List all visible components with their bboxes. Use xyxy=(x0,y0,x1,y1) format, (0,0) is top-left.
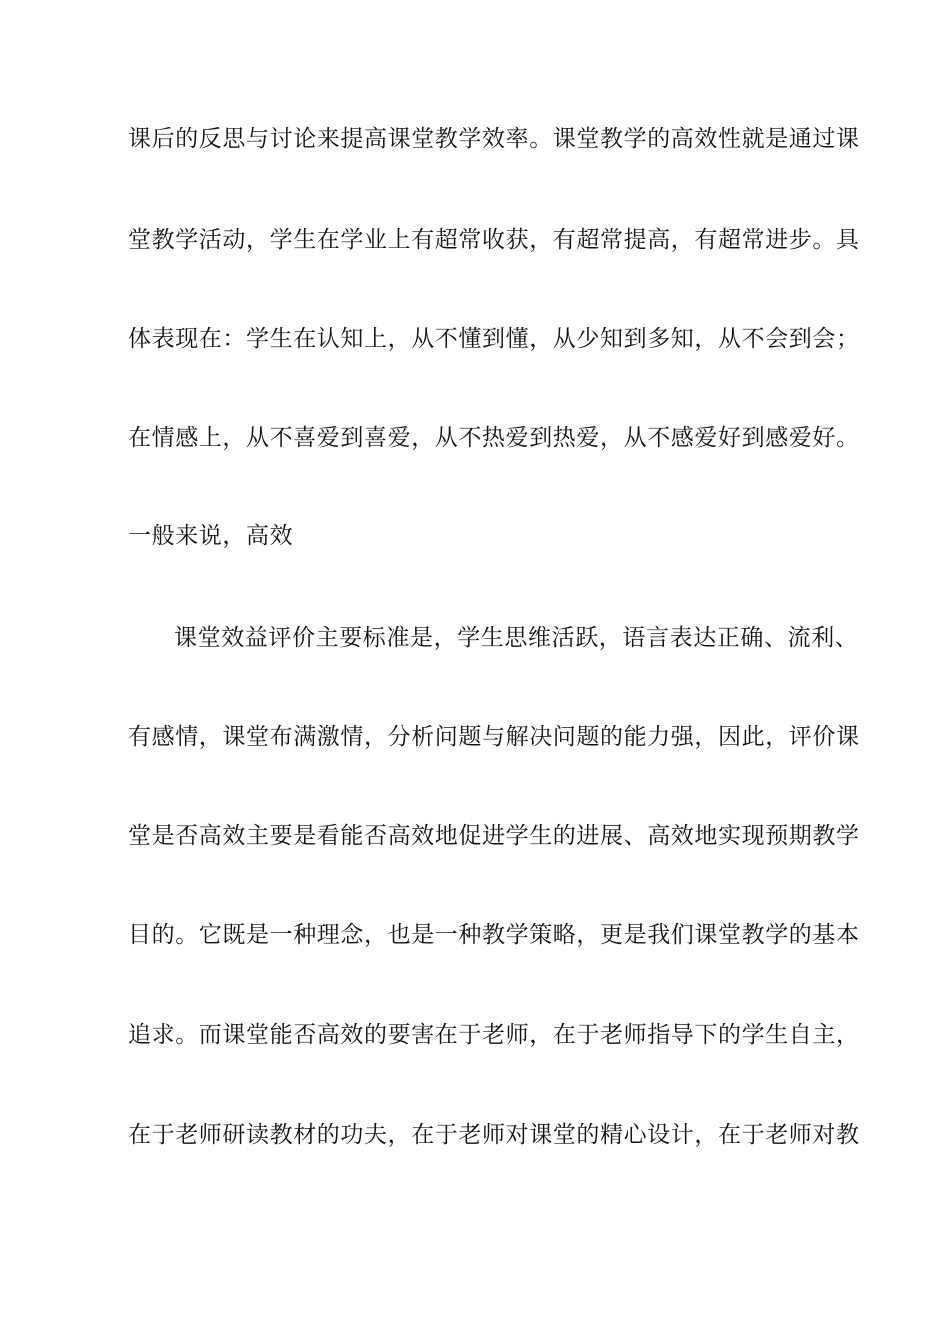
text-line: 一般来说，高效 xyxy=(128,523,294,549)
paragraph-first-line: 课堂效益评价主要标准是，学生思维活跃，语言表达正确、流利、 xyxy=(174,625,859,651)
text-line: 目的。它既是一种理念，也是一种教学策略，更是我们课堂教学的基本 xyxy=(128,922,860,948)
text-line: 体表现在：学生在认知上，从不懂到懂，从少知到多知，从不会到会； xyxy=(128,326,860,352)
text-line: 在于老师研读教材的功夫，在于老师对课堂的精心设计，在于老师对教 xyxy=(128,1122,860,1148)
text-line: 课后的反思与讨论来提高课堂教学效率。课堂教学的高效性就是通过课 xyxy=(128,126,860,152)
text-line: 在情感上，从不喜爱到喜爱，从不热爱到热爱，从不感爱好到感爱好。 xyxy=(128,425,860,451)
text-line: 有感情，课堂布满激情，分析问题与解决问题的能力强，因此，评价课 xyxy=(128,724,860,750)
text-line: 堂是否高效主要是看能否高效地促进学生的进展、高效地实现预期教学 xyxy=(128,823,860,849)
text-line: 堂教学活动，学生在学业上有超常收获，有超常提高，有超常进步。具 xyxy=(128,227,860,253)
text-line: 追求。而课堂能否高效的要害在于老师，在于老师指导下的学生自主， xyxy=(128,1022,860,1048)
